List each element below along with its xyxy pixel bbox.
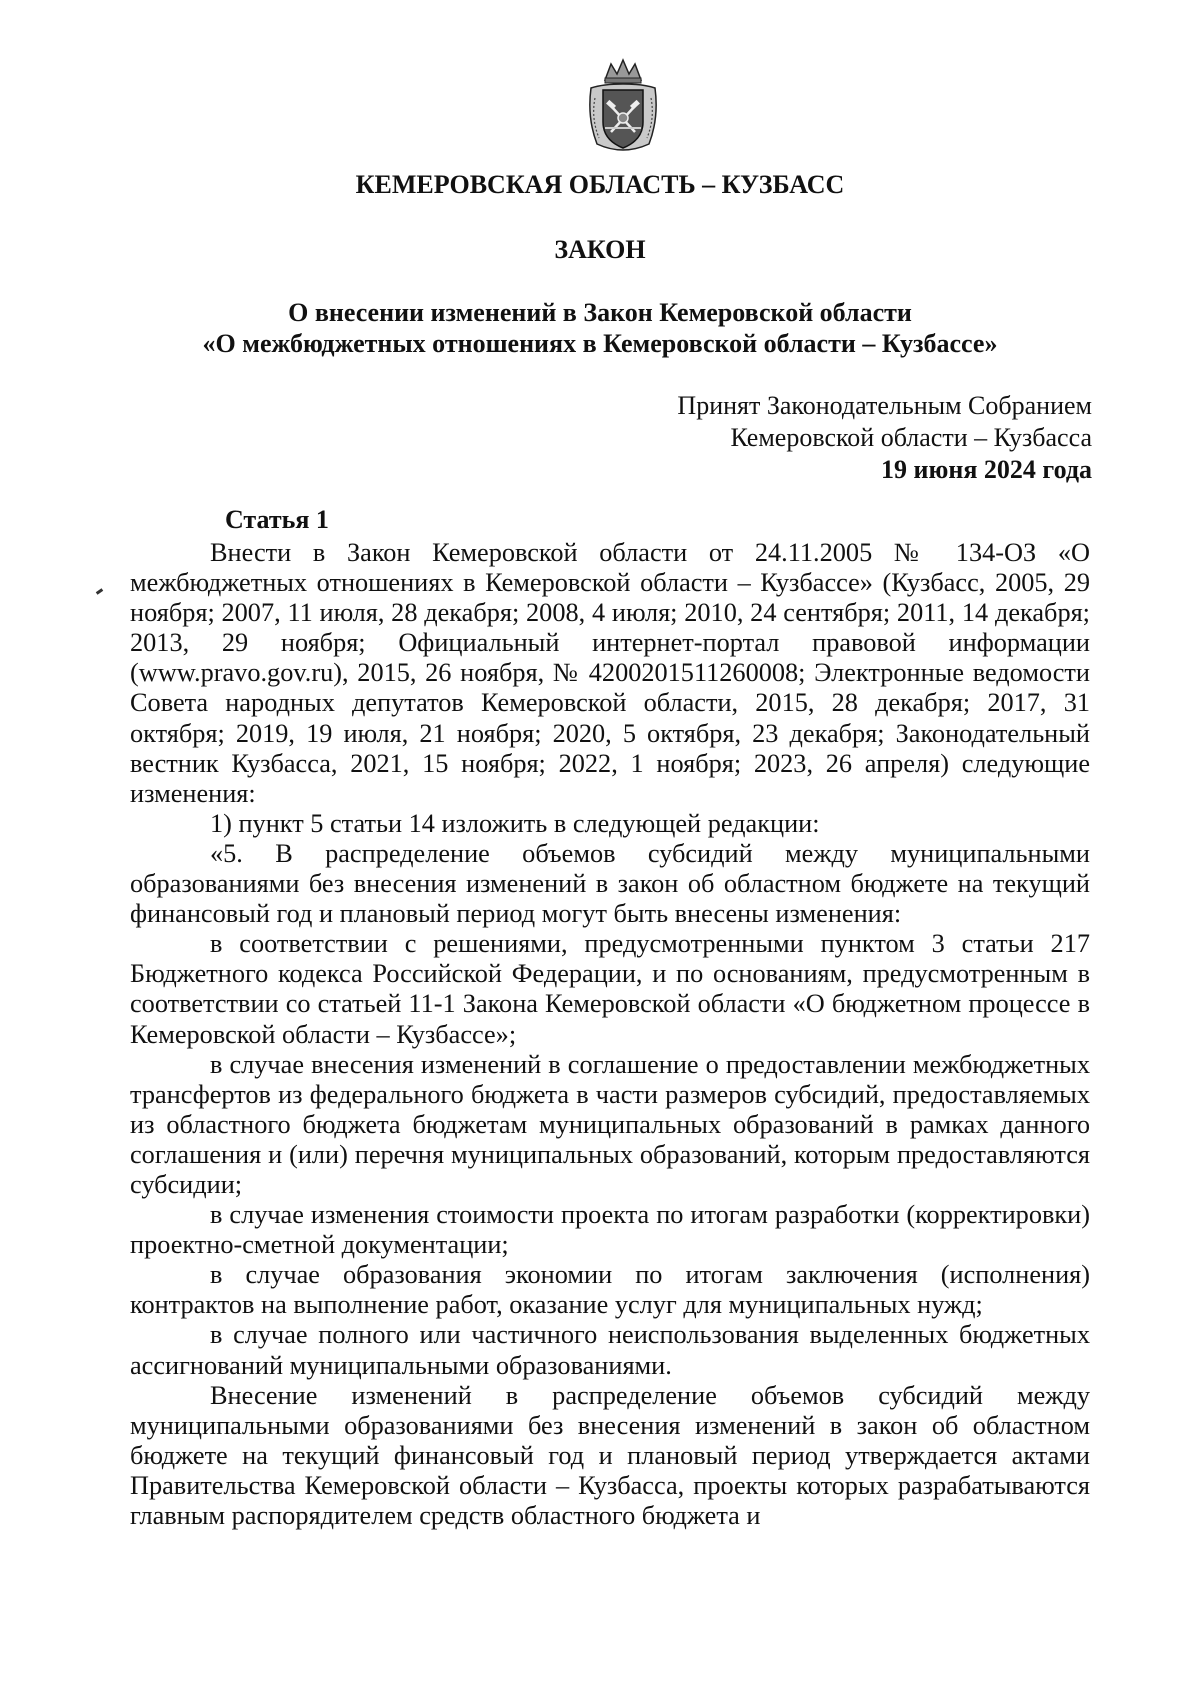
paragraph: Внесение изменений в распределение объемов субсидий между муниципальными образованиями без внесения изменений в закон об областном бюджете на текущий финансовый год и плановый период утверждается актами Правительства Кемеровской области – Кузбасса, проекты которых разрабатываются главным распорядителем средств областного бюджета и xyxy=(130,1380,1090,1530)
paragraph: в соответствии с решениями, предусмотренными пунктом 3 статьи 217 Бюджетного кодекса Российской Федерации, и по основаниям, предусмотренным в соответствии со статьей 11-1 Закона Кемеровской области «О бюджетном процессе в Кемеровской области – Кузбассе»; xyxy=(130,929,1090,1049)
paragraph: в случае изменения стоимости проекта по итогам разработки (корректировки) проектно-сметной документации; xyxy=(130,1200,1090,1260)
kemerovo-coat-of-arms-icon xyxy=(583,58,663,156)
adoption-block xyxy=(677,390,1092,486)
paragraph: в случае внесения изменений в соглашение о предоставлении межбюджетных трансфертов из федерального бюджета в части размеров субсидий, предоставляемых из областного бюджета бюджетам муниципальных образований в рамках данного соглашения и (или) перечня муниципальных образований, которым предоставляются субсидии; xyxy=(130,1049,1090,1199)
article-heading: Статья 1 xyxy=(225,505,329,534)
article-body xyxy=(130,538,1090,1531)
paragraph: в случае полного или частичного неиспользования выделенных бюджетных ассигнований муниципальными образованиями. xyxy=(130,1320,1090,1380)
adoption-date: 19 июня 2024 года xyxy=(881,455,1092,484)
adoption-line-2: Кемеровской области – Кузбасса xyxy=(730,423,1092,452)
paragraph: Внести в Закон Кемеровской области от 24.11.2005 № 134-ОЗ «О межбюджетных отношениях в Кемеровской области – Кузбассе» (Кузбасс, 2005, 29 ноября; 2007, 11 июля, 28 декабря; 2008, 4 июля; 2010, 24 сентября; 2011, 14 декабря; 2013, 29 ноября; Официальный интернет-портал правовой информации (www.pravo.gov.ru), 2015, 26 ноября, № 4200201511260008; Электронные ведомости Совета народных депутатов Кемеровской области, 2015, 28 декабря; 2017, 31 октября; 2019, 19 июля, 21 ноября; 2020, 5 октября, 23 декабря; Законодательный вестник Кузбасса, 2021, 15 ноября; 2022, 1 ноября; 2023, 26 апреля) следующие изменения: xyxy=(130,538,1090,808)
region-title: КЕМЕРОВСКАЯ ОБЛАСТЬ – КУЗБАСС xyxy=(355,170,845,199)
law-subject xyxy=(0,297,1200,359)
paragraph: в случае образования экономии по итогам заключения (исполнения) контрактов на выполнение работ, оказание услуг для муниципальных нужд; xyxy=(130,1260,1090,1320)
paragraph: «5. В распределение объемов субсидий между муниципальными образованиями без внесения изменений в закон об областном бюджете на текущий финансовый год и плановый период могут быть внесены изменения: xyxy=(130,838,1090,929)
document-type: ЗАКОН xyxy=(554,235,646,264)
paragraph: 1) пункт 5 статьи 14 изложить в следующей редакции: xyxy=(210,808,820,838)
adoption-line-1: Принят Законодательным Собранием xyxy=(677,391,1092,420)
law-subject-line-2: «О межбюджетных отношениях в Кемеровской области – Кузбассе» xyxy=(202,329,998,358)
law-subject-line-1: О внесении изменений в Закон Кемеровской области xyxy=(288,298,912,327)
scan-mark xyxy=(96,588,103,594)
